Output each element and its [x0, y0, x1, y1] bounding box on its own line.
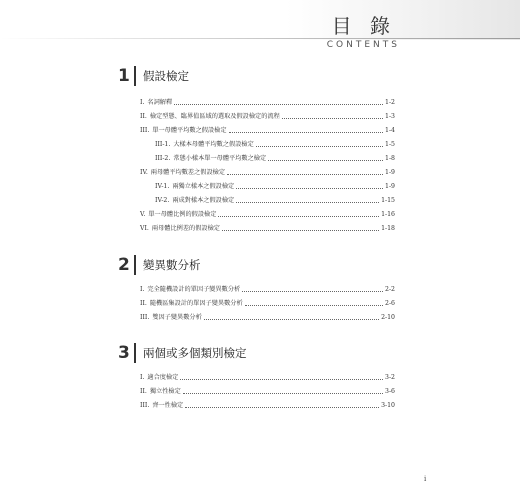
dot-leader: [236, 201, 379, 203]
chapter-heading[interactable]: [118, 65, 189, 87]
chapter-divider: [134, 343, 136, 363]
dot-leader: [222, 229, 379, 231]
entry-number: IV.: [140, 169, 148, 176]
entry-number: I.: [140, 374, 145, 381]
entry-page: 3-10: [381, 402, 395, 409]
entry-text: 適合度檢定: [147, 374, 179, 381]
chapter-number: 3: [118, 343, 130, 363]
entry-text: 單一母體平均數之假設檢定: [152, 127, 227, 134]
toc-entry[interactable]: [140, 281, 395, 294]
header-rule: [0, 38, 520, 39]
entry-page: 2-6: [385, 300, 395, 307]
toc-entry[interactable]: [140, 94, 395, 107]
entry-text: 兩獨立樣本之假設檢定: [172, 183, 235, 190]
entry-number: I.: [140, 99, 145, 106]
entry-text: 兩成對樣本之假設檢定: [172, 197, 235, 204]
entry-text: 獨立性檢定: [149, 388, 181, 395]
toc-entry[interactable]: [140, 220, 395, 233]
dot-leader: [218, 215, 379, 217]
chapter-heading[interactable]: [118, 342, 247, 364]
entry-page: 2-2: [385, 286, 395, 293]
dot-leader: [236, 187, 383, 189]
toc-entry[interactable]: [140, 397, 395, 410]
entry-number: III-2.: [155, 155, 171, 162]
toc-entry[interactable]: [140, 383, 395, 396]
entry-number: VI.: [140, 225, 149, 232]
toc-entry[interactable]: [140, 295, 395, 308]
entry-text: 單一母體比例的假設檢定: [148, 211, 217, 218]
page-subtitle: CONTENTS: [326, 40, 400, 50]
chapter-title: 兩個或多個類別檢定: [143, 346, 247, 360]
entry-text: 齊一性檢定: [152, 402, 184, 409]
dot-leader: [229, 131, 383, 133]
entry-page: 3-2: [385, 374, 395, 381]
entry-page: 1-2: [385, 99, 395, 106]
entry-page: 1-3: [385, 113, 395, 120]
entry-number: III-1.: [155, 141, 171, 148]
entry-number: III.: [140, 314, 150, 321]
entry-page: 2-10: [381, 314, 395, 321]
toc-entry[interactable]: [140, 369, 395, 382]
dot-leader: [282, 117, 383, 119]
dot-leader: [180, 378, 383, 380]
entry-number: III.: [140, 402, 150, 409]
entry-number: I.: [140, 286, 145, 293]
entry-text: 兩母體平均數差之假設檢定: [150, 169, 226, 176]
toc-entry[interactable]: [140, 164, 395, 177]
entry-page: 1-9: [385, 183, 395, 190]
toc-entry[interactable]: [155, 192, 395, 205]
entry-page: 1-16: [381, 211, 395, 218]
entry-number: II.: [140, 388, 147, 395]
dot-leader: [174, 103, 383, 105]
toc-entry[interactable]: [155, 150, 395, 163]
entry-text: 名詞解釋: [147, 99, 173, 106]
entry-text: 雙因子變異數分析: [152, 314, 202, 321]
entry-text: 大樣本母體平均數之假設檢定: [173, 141, 254, 148]
chapter-divider: [134, 255, 136, 275]
dot-leader: [256, 145, 383, 147]
toc-entry[interactable]: [155, 136, 395, 149]
dot-leader: [185, 406, 379, 408]
chapter-title: 變異數分析: [143, 258, 201, 272]
chapter-heading[interactable]: [118, 254, 201, 276]
entry-page: 1-8: [385, 155, 395, 162]
chapter-divider: [134, 66, 136, 86]
page-number: i: [424, 475, 427, 483]
toc-entry[interactable]: [140, 206, 395, 219]
entry-number: IV-1.: [155, 183, 170, 190]
entry-text: 完全隨機設計的單因子變異數分析: [147, 286, 241, 293]
page-title: 目 錄: [331, 14, 396, 38]
dot-leader: [242, 290, 383, 292]
dot-leader: [204, 318, 379, 320]
entry-number: IV-2.: [155, 197, 170, 204]
entry-page: 1-5: [385, 141, 395, 148]
header-band: [0, 0, 520, 40]
entry-page: 1-18: [381, 225, 395, 232]
dot-leader: [268, 159, 383, 161]
toc-entry[interactable]: [140, 108, 395, 121]
dot-leader: [245, 304, 383, 306]
chapter-title: 假設檢定: [143, 69, 189, 83]
chapter-number: 2: [118, 255, 130, 275]
entry-number: II.: [140, 300, 147, 307]
toc-entry[interactable]: [155, 178, 395, 191]
entry-page: 3-6: [385, 388, 395, 395]
toc-entry[interactable]: [140, 309, 395, 322]
entry-number: II.: [140, 113, 147, 120]
entry-page: 1-15: [381, 197, 395, 204]
entry-text: 隨機區集設計的單因子變異數分析: [149, 300, 243, 307]
entry-text: 檢定型態、臨界值區域的選取及假設檢定的流程: [149, 113, 280, 120]
dot-leader: [183, 392, 383, 394]
entry-page: 1-4: [385, 127, 395, 134]
chapter-number: 1: [118, 66, 130, 86]
entry-text: 兩母體比例差的假設檢定: [151, 225, 220, 232]
dot-leader: [227, 173, 383, 175]
toc-entry[interactable]: [140, 122, 395, 135]
entry-number: III.: [140, 127, 150, 134]
entry-number: V.: [140, 211, 146, 218]
entry-page: 1-9: [385, 169, 395, 176]
entry-text: 常態小樣本單一母體平均數之檢定: [173, 155, 267, 162]
